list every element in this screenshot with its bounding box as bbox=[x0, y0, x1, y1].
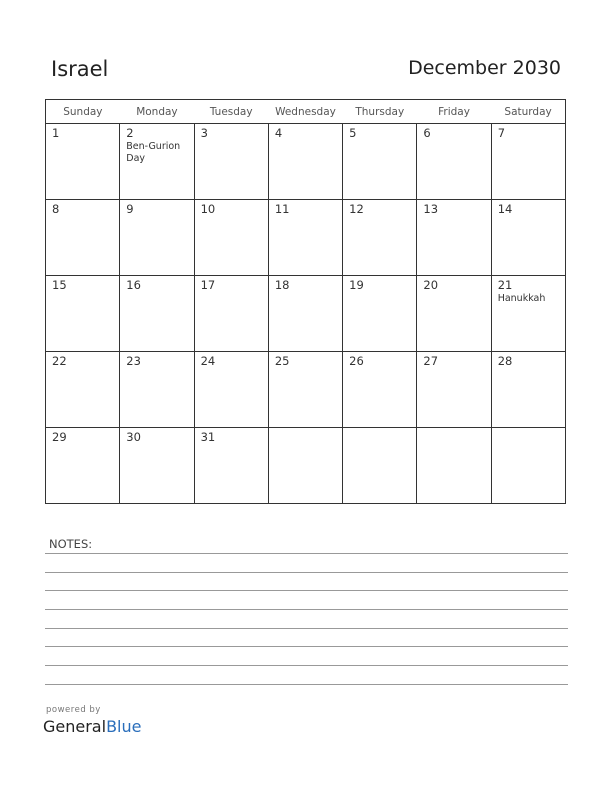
day-cell[interactable] bbox=[491, 276, 565, 352]
note-line[interactable] bbox=[45, 628, 568, 629]
day-cell[interactable] bbox=[491, 124, 565, 200]
day-number: 5 bbox=[349, 126, 357, 140]
day-number: 19 bbox=[349, 278, 364, 292]
day-cell[interactable] bbox=[268, 276, 342, 352]
week-row bbox=[46, 352, 566, 428]
day-number: 20 bbox=[423, 278, 439, 292]
day-cell[interactable] bbox=[194, 276, 268, 352]
day-number: 10 bbox=[200, 202, 216, 216]
day-cell[interactable] bbox=[194, 352, 268, 428]
day-number: 2 bbox=[126, 126, 134, 140]
day-cell[interactable] bbox=[194, 428, 268, 504]
day-number: 27 bbox=[423, 354, 439, 368]
day-cell[interactable] bbox=[491, 352, 565, 428]
country-title: Israel bbox=[51, 57, 109, 81]
day-number: 12 bbox=[349, 202, 364, 216]
weekday-header: Friday bbox=[417, 100, 491, 124]
day-cell[interactable] bbox=[268, 428, 342, 504]
day-number: 4 bbox=[274, 126, 283, 140]
week-row bbox=[46, 276, 566, 352]
day-number: 9 bbox=[126, 202, 134, 216]
weekday-header: Thursday bbox=[343, 100, 417, 124]
day-number: 23 bbox=[126, 354, 141, 368]
day-number: 30 bbox=[126, 430, 141, 444]
holiday-label: Hanukkah bbox=[497, 293, 546, 304]
day-number: 17 bbox=[200, 278, 216, 292]
note-line[interactable] bbox=[45, 609, 568, 610]
weekday-header: Saturday bbox=[491, 100, 565, 124]
day-cell[interactable] bbox=[46, 352, 120, 428]
day-cell[interactable] bbox=[417, 428, 491, 504]
brand-part-general: General bbox=[43, 717, 107, 736]
weekday-header: Tuesday bbox=[194, 100, 268, 124]
weekday-header: Wednesday bbox=[268, 100, 342, 124]
day-number: 31 bbox=[200, 430, 216, 444]
note-line[interactable] bbox=[45, 553, 568, 554]
day-number: 3 bbox=[200, 126, 208, 140]
day-cell[interactable] bbox=[343, 352, 417, 428]
day-number: 22 bbox=[52, 354, 67, 368]
day-cell[interactable] bbox=[343, 200, 417, 276]
day-cell[interactable] bbox=[417, 200, 491, 276]
day-number: 13 bbox=[423, 202, 439, 216]
week-row bbox=[46, 124, 566, 200]
day-cell[interactable] bbox=[120, 276, 194, 352]
note-line[interactable] bbox=[45, 572, 568, 573]
day-cell[interactable] bbox=[268, 124, 342, 200]
notes-label: NOTES: bbox=[49, 537, 93, 551]
note-line[interactable] bbox=[45, 665, 568, 666]
week-row bbox=[46, 428, 566, 504]
day-cell[interactable] bbox=[46, 428, 120, 504]
day-number: 16 bbox=[126, 278, 141, 292]
day-number: 8 bbox=[52, 202, 60, 216]
month-title: December 2030 bbox=[408, 57, 561, 79]
day-cell[interactable] bbox=[417, 352, 491, 428]
day-cell[interactable] bbox=[120, 200, 194, 276]
day-number: 29 bbox=[52, 430, 67, 444]
day-number: 26 bbox=[349, 354, 364, 368]
day-cell[interactable] bbox=[46, 276, 120, 352]
brand-part-blue: Blue bbox=[106, 717, 142, 736]
day-cell[interactable] bbox=[343, 428, 417, 504]
day-number: 28 bbox=[497, 354, 513, 368]
day-number: 25 bbox=[274, 354, 290, 368]
day-cell[interactable] bbox=[194, 124, 268, 200]
weekday-header-row bbox=[46, 100, 566, 124]
day-number: 7 bbox=[497, 126, 506, 140]
day-number: 21 bbox=[497, 278, 513, 292]
day-cell[interactable] bbox=[120, 428, 194, 504]
day-number: 1 bbox=[52, 126, 60, 140]
day-cell[interactable] bbox=[417, 124, 491, 200]
generalblue-logo[interactable] bbox=[43, 717, 141, 736]
day-cell[interactable] bbox=[491, 428, 565, 504]
weekday-header: Sunday bbox=[46, 100, 120, 124]
day-cell[interactable] bbox=[194, 200, 268, 276]
week-row bbox=[46, 200, 566, 276]
day-number: 11 bbox=[274, 202, 290, 216]
powered-by-text: powered by bbox=[46, 705, 101, 715]
day-cell[interactable] bbox=[46, 124, 120, 200]
weekday-header: Monday bbox=[120, 100, 194, 124]
note-line[interactable] bbox=[45, 684, 568, 685]
day-cell[interactable] bbox=[491, 200, 565, 276]
day-cell[interactable] bbox=[417, 276, 491, 352]
day-number: 24 bbox=[200, 354, 216, 368]
calendar-grid bbox=[45, 99, 566, 504]
day-cell[interactable] bbox=[268, 352, 342, 428]
day-number: 15 bbox=[52, 278, 67, 292]
day-cell[interactable] bbox=[46, 200, 120, 276]
day-number: 14 bbox=[497, 202, 513, 216]
day-cell[interactable] bbox=[120, 124, 194, 200]
day-number: 18 bbox=[274, 278, 290, 292]
day-cell[interactable] bbox=[120, 352, 194, 428]
note-line[interactable] bbox=[45, 590, 568, 591]
day-cell[interactable] bbox=[343, 276, 417, 352]
day-cell[interactable] bbox=[268, 200, 342, 276]
day-cell[interactable] bbox=[343, 124, 417, 200]
day-number: 6 bbox=[423, 126, 431, 140]
holiday-label: Ben-Gurion Day bbox=[126, 141, 181, 164]
note-line[interactable] bbox=[45, 646, 568, 647]
